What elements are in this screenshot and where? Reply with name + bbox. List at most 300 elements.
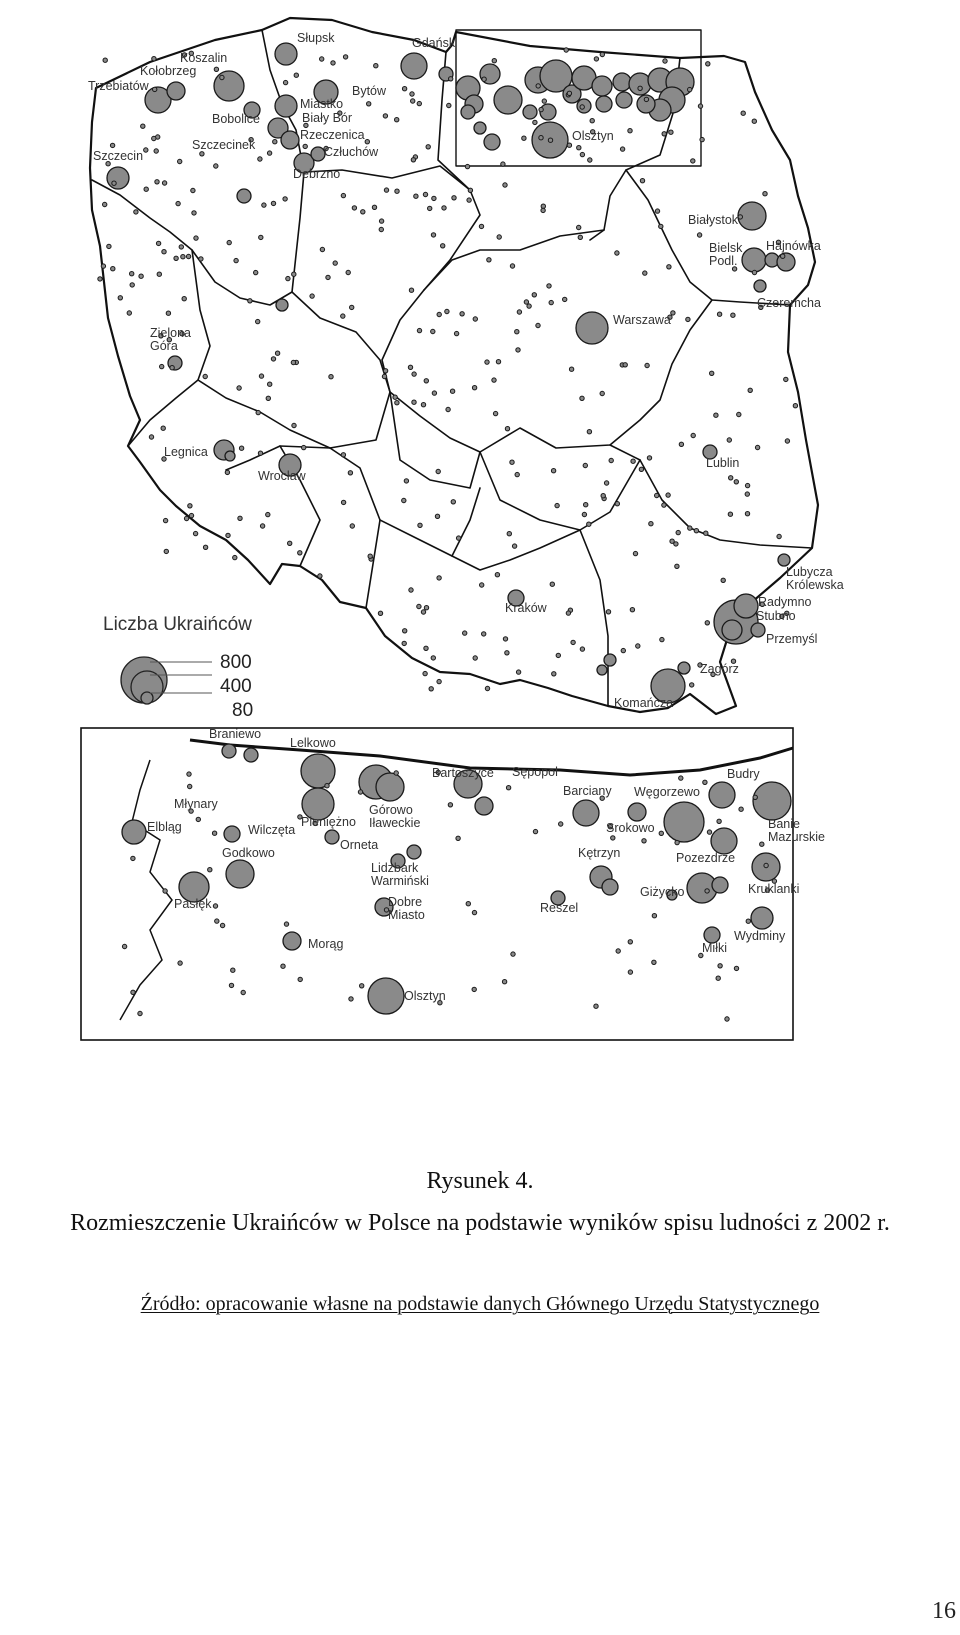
population-circle-11 — [311, 147, 325, 161]
population-circle-58 — [678, 662, 690, 674]
border-maz-south — [424, 230, 604, 290]
dot-240 — [748, 388, 752, 392]
dot-147 — [503, 637, 507, 641]
population-circle-4 — [275, 95, 297, 117]
inset-dot-49 — [208, 868, 212, 872]
dot-143 — [156, 241, 160, 245]
dot-75 — [410, 92, 414, 96]
dot-148 — [107, 244, 111, 248]
population-circle-36 — [523, 105, 537, 119]
dot-345 — [256, 319, 260, 323]
dot-18 — [432, 196, 436, 200]
dot-154 — [181, 255, 185, 259]
dot-349 — [437, 576, 441, 580]
dot-122 — [493, 411, 497, 415]
dot-162 — [166, 311, 170, 315]
dot-157 — [473, 656, 477, 660]
dot-86 — [320, 57, 324, 61]
dot-208 — [600, 52, 604, 56]
dot-295 — [697, 233, 701, 237]
dot-77 — [563, 297, 567, 301]
dot-357 — [144, 187, 148, 191]
dot-224 — [587, 430, 591, 434]
dot-64 — [409, 288, 413, 292]
population-circle-47 — [276, 299, 288, 311]
map-label-kraków: Kraków — [505, 601, 547, 615]
map-label-koszalin: Koszalin — [180, 51, 228, 65]
dot-16 — [203, 545, 207, 549]
dot-87 — [784, 377, 788, 381]
dot-252 — [283, 80, 287, 84]
dot-211 — [512, 544, 516, 548]
dot-329 — [234, 258, 238, 262]
border-malopolska — [452, 530, 608, 706]
dot-194 — [549, 300, 553, 304]
dot-184 — [745, 492, 749, 496]
dot-334 — [465, 164, 469, 168]
inset-label-węgorzewo: Węgorzewo — [634, 785, 700, 799]
inset-circle-21 — [664, 802, 704, 842]
map-label-olsztyn: Olsztyn — [572, 129, 614, 143]
population-circle-55 — [722, 620, 742, 640]
dot-223 — [694, 529, 698, 533]
inset-label-sępopol: Sępopol — [512, 765, 558, 779]
inset-dot-8 — [746, 919, 750, 923]
dot-163 — [318, 574, 322, 578]
dot-303 — [431, 656, 435, 660]
inset-dot-17 — [652, 960, 656, 964]
dot-57 — [383, 114, 387, 118]
dot-328 — [254, 270, 258, 274]
dot-152 — [584, 503, 588, 507]
dot-276 — [214, 164, 218, 168]
dot-337 — [192, 211, 196, 215]
map-label-hajnówka: Hajnówka — [766, 239, 821, 253]
dot-304 — [621, 648, 625, 652]
inset-dot-2 — [559, 822, 563, 826]
dot-234 — [161, 426, 165, 430]
map-label-gdańsk: Gdańsk — [412, 36, 456, 50]
page-number: 16 — [932, 1598, 956, 1624]
dot-193 — [266, 512, 270, 516]
inset-label-orneta: Orneta — [340, 838, 379, 852]
dot-359 — [101, 264, 105, 268]
dot-83 — [567, 143, 571, 147]
dot-332 — [273, 140, 277, 144]
dot-320 — [411, 158, 415, 162]
dot-294 — [501, 162, 505, 166]
dot-241 — [271, 357, 275, 361]
dot-139 — [503, 183, 507, 187]
map-label-szczecinek: Szczecinek — [192, 138, 256, 152]
map-label-komańcza: Komańcza — [614, 696, 674, 710]
inset-dot-69 — [241, 990, 245, 994]
inset-dot-41 — [718, 964, 722, 968]
inset-label-górowo-iławeckie: Górowo Iławeckie — [369, 803, 421, 830]
dot-222 — [676, 530, 680, 534]
dot-166 — [350, 524, 354, 528]
dot-287 — [303, 144, 307, 148]
dot-34 — [631, 459, 635, 463]
dot-49 — [480, 583, 484, 587]
inset-circle-18 — [368, 978, 404, 1014]
map-label-wrocław: Wrocław — [258, 469, 306, 483]
inset-label-pozezdrze: Pozezdrze — [676, 851, 736, 865]
dot-66 — [473, 317, 477, 321]
inset-dot-54 — [360, 984, 364, 988]
dot-43 — [738, 215, 742, 219]
inset-label-kruklanki: Kruklanki — [748, 882, 800, 896]
dot-331 — [393, 395, 397, 399]
inset-label-srokowo: Srokowo — [606, 821, 655, 835]
dot-333 — [436, 469, 440, 473]
population-circle-40 — [461, 105, 475, 119]
dot-190 — [367, 102, 371, 106]
dot-244 — [233, 555, 237, 559]
dot-31 — [288, 541, 292, 545]
population-circle-25 — [613, 73, 631, 91]
inset-label-budry: Budry — [727, 767, 760, 781]
border-pom-kuj — [304, 166, 480, 290]
dot-317 — [361, 210, 365, 214]
inset-dot-62 — [675, 840, 679, 844]
dot-59 — [418, 523, 422, 527]
dot-70 — [731, 313, 735, 317]
dot-17 — [346, 270, 350, 274]
dot-101 — [384, 188, 388, 192]
dot-123 — [182, 297, 186, 301]
dot-106 — [341, 193, 345, 197]
population-circle-32 — [616, 92, 632, 108]
dot-81 — [130, 283, 134, 287]
inset-label-miłki: Miłki — [702, 941, 727, 955]
inset-label-lidzbark-warmiński: Lidzbark Warmiński — [371, 861, 429, 888]
population-circle-26 — [629, 73, 651, 95]
inset-dot-63 — [131, 856, 135, 860]
dot-29 — [283, 197, 287, 201]
inset-dot-31 — [659, 831, 663, 835]
inset-label-bartoszyce: Bartoszyce — [432, 766, 494, 780]
map-label-zagórz: Zagórz — [700, 662, 739, 676]
dot-338 — [590, 119, 594, 123]
dot-8 — [577, 146, 581, 150]
map-label-lublin: Lublin — [706, 456, 740, 470]
dot-67 — [569, 367, 573, 371]
dot-236 — [149, 435, 153, 439]
inset-circle-9 — [122, 820, 146, 844]
dot-27 — [409, 588, 413, 592]
dot-99 — [421, 403, 425, 407]
dot-268 — [379, 219, 383, 223]
dot-203 — [275, 351, 279, 355]
inset-dot-11 — [281, 964, 285, 968]
population-circle-19 — [494, 86, 522, 114]
dot-275 — [402, 641, 406, 645]
dot-117 — [662, 503, 666, 507]
dot-351 — [705, 621, 709, 625]
map-label-biały-bór: Biały Bór — [302, 111, 353, 125]
dot-12 — [395, 401, 399, 405]
border-wielkopolska — [226, 292, 390, 470]
inset-dot-40 — [131, 990, 135, 994]
dot-170 — [424, 606, 428, 610]
inset-circle-11 — [226, 860, 254, 888]
dot-121 — [333, 261, 337, 265]
dot-262 — [179, 245, 183, 249]
dot-319 — [112, 181, 116, 185]
dot-342 — [721, 578, 725, 582]
dot-200 — [103, 58, 107, 62]
dot-134 — [679, 442, 683, 446]
dot-36 — [326, 275, 330, 279]
dot-104 — [706, 62, 710, 66]
dot-56 — [542, 99, 546, 103]
dot-23 — [127, 311, 131, 315]
dot-343 — [368, 554, 372, 558]
population-circle-9 — [281, 131, 299, 149]
dot-227 — [352, 206, 356, 210]
dot-28 — [417, 328, 421, 332]
dot-14 — [414, 194, 418, 198]
dot-142 — [539, 107, 543, 111]
dot-183 — [310, 294, 314, 298]
dot-323 — [752, 119, 756, 123]
inset-dot-24 — [358, 790, 362, 794]
dot-348 — [343, 55, 347, 59]
dot-212 — [258, 157, 262, 161]
inset-dot-16 — [611, 836, 615, 840]
dot-164 — [424, 379, 428, 383]
dot-259 — [580, 105, 584, 109]
dot-253 — [659, 224, 663, 228]
dot-220 — [495, 573, 499, 577]
population-circle-45 — [754, 280, 766, 292]
dot-2 — [176, 201, 180, 205]
map-label-czeremcha: Czeremcha — [757, 296, 821, 310]
inset-dot-68 — [325, 784, 329, 788]
inset-dot-42 — [212, 831, 216, 835]
dot-247 — [507, 532, 511, 536]
inset-dot-35 — [298, 977, 302, 981]
dot-296 — [600, 391, 604, 395]
population-circle-6 — [167, 82, 185, 100]
map-label-miastko: Miastko — [300, 97, 344, 111]
inset-circle-2 — [244, 748, 258, 762]
dot-191 — [467, 198, 471, 202]
inset-circle-29 — [712, 877, 728, 893]
dot-202 — [533, 120, 537, 124]
dot-354 — [424, 646, 428, 650]
inset-dot-5 — [472, 987, 476, 991]
dot-229 — [200, 152, 204, 156]
population-circle-56 — [751, 623, 765, 637]
dot-281 — [552, 672, 556, 676]
dot-292 — [710, 371, 714, 375]
map-label-szczecin: Szczecin — [93, 149, 144, 163]
map-label-człuchów: Człuchów — [324, 145, 379, 159]
map-label-białystok: Białystok — [688, 213, 739, 227]
inset-dot-36 — [652, 914, 656, 918]
dot-235 — [329, 375, 333, 379]
dot-204 — [160, 364, 164, 368]
dot-335 — [556, 653, 560, 657]
dot-111 — [155, 180, 159, 184]
dot-7 — [452, 196, 456, 200]
dot-15 — [487, 258, 491, 262]
inset-circle-27 — [602, 879, 618, 895]
inset-dot-64 — [213, 904, 217, 908]
inset-label-młynary: Młynary — [174, 797, 218, 811]
dot-182 — [763, 192, 767, 196]
inset-circle-15 — [407, 845, 421, 859]
dot-3 — [412, 372, 416, 376]
dot-205 — [601, 494, 605, 498]
dot-159 — [152, 136, 156, 140]
dot-210 — [456, 536, 460, 540]
dot-82 — [429, 687, 433, 691]
dot-172 — [395, 189, 399, 193]
map-label-radymno: Radymno — [758, 595, 812, 609]
dot-207 — [729, 476, 733, 480]
dot-24 — [583, 463, 587, 467]
inset-dot-46 — [628, 940, 632, 944]
legend-value-800: 800 — [220, 652, 252, 673]
inset-dot-19 — [178, 961, 182, 965]
inset-dot-48 — [628, 970, 632, 974]
dot-263 — [403, 629, 407, 633]
dot-114 — [292, 272, 296, 276]
dot-103 — [184, 516, 188, 520]
map-label-warszawa: Warszawa — [613, 313, 671, 327]
population-circle-2 — [275, 43, 297, 65]
dot-173 — [655, 493, 659, 497]
dot-20 — [639, 467, 643, 471]
dot-209 — [186, 254, 190, 258]
dot-261 — [239, 446, 243, 450]
population-circle-44 — [777, 253, 795, 271]
dot-73 — [485, 686, 489, 690]
inset-dot-18 — [725, 1017, 729, 1021]
dot-62 — [153, 87, 157, 91]
figure-title: Rozmieszczenie Ukraińców w Polsce na podstawie wyników spisu ludności z 2002 r. — [70, 1210, 890, 1236]
border-dolnoslaskie — [198, 380, 330, 448]
dot-58 — [437, 312, 441, 316]
dot-130 — [411, 99, 415, 103]
dot-38 — [587, 522, 591, 526]
dot-246 — [348, 471, 352, 475]
dot-84 — [580, 152, 584, 156]
dot-297 — [164, 549, 168, 553]
inset-dot-14 — [616, 949, 620, 953]
inset-circle-17 — [283, 932, 301, 950]
dot-197 — [630, 608, 634, 612]
legend-value-80: 80 — [232, 700, 254, 721]
dot-274 — [510, 460, 514, 464]
inset-label-braniewo: Braniewo — [209, 727, 262, 741]
dot-280 — [163, 518, 167, 522]
dot-352 — [674, 542, 678, 546]
dot-260 — [620, 147, 624, 151]
dot-187 — [505, 427, 509, 431]
dot-78 — [633, 551, 637, 555]
inset-label-reszel: Reszel — [540, 901, 579, 915]
dot-273 — [395, 118, 399, 122]
dot-105 — [479, 224, 483, 228]
dot-339 — [623, 363, 627, 367]
dot-5 — [298, 551, 302, 555]
inset-label-dobre-miasto: Dobre Miasto — [388, 895, 425, 922]
legend-title: Liczba Ukraińców — [103, 614, 252, 635]
dot-284 — [111, 267, 115, 271]
dot-238 — [383, 369, 387, 373]
inset-circle-13 — [325, 830, 339, 844]
dot-289 — [555, 503, 559, 507]
dot-48 — [152, 57, 156, 61]
dot-228 — [267, 151, 271, 155]
dot-269 — [350, 305, 354, 309]
inset-dot-34 — [122, 944, 126, 948]
dot-249 — [378, 611, 382, 615]
map-label-kołobrzeg: Kołobrzeg — [140, 64, 197, 78]
dot-116 — [755, 445, 759, 449]
inset-dot-60 — [506, 786, 510, 790]
inset-dot-32 — [739, 807, 743, 811]
dot-41 — [421, 610, 425, 614]
dot-188 — [341, 453, 345, 457]
dot-55 — [662, 132, 666, 136]
dot-50 — [700, 137, 704, 141]
dot-13 — [577, 225, 581, 229]
dot-25 — [781, 254, 785, 258]
inset-dot-26 — [502, 980, 506, 984]
inset-dot-28 — [163, 889, 167, 893]
dot-90 — [260, 524, 264, 528]
dot-88 — [118, 296, 122, 300]
dot-72 — [660, 637, 664, 641]
dot-113 — [516, 670, 520, 674]
dot-309 — [162, 250, 166, 254]
dot-279 — [666, 493, 670, 497]
dot-198 — [564, 48, 568, 52]
dot-306 — [663, 59, 667, 63]
dot-213 — [578, 235, 582, 239]
inset-label-wilczęta: Wilczęta — [248, 823, 296, 837]
inset-dot-25 — [394, 771, 398, 775]
dot-124 — [688, 526, 692, 530]
dot-178 — [615, 251, 619, 255]
inset-circle-30 — [751, 907, 773, 929]
dot-22 — [417, 101, 421, 105]
inset-label-pieniężno: Pieniężno — [301, 815, 356, 829]
dot-174 — [238, 516, 242, 520]
inset-dot-22 — [472, 910, 476, 914]
legend-value-400: 400 — [220, 676, 252, 697]
population-circle-38 — [484, 134, 500, 150]
dot-40 — [515, 330, 519, 334]
dot-10 — [220, 75, 224, 79]
dot-239 — [548, 138, 552, 142]
dot-76 — [793, 404, 797, 408]
map-label-stubno: Stubno — [756, 609, 796, 623]
population-circle-61 — [597, 665, 607, 675]
dot-308 — [777, 534, 781, 538]
dot-53 — [139, 274, 143, 278]
dot-265 — [643, 271, 647, 275]
dot-165 — [734, 480, 738, 484]
legend — [103, 614, 253, 721]
dot-4 — [517, 310, 521, 314]
inset-label-banie-mazurskie: Banie Mazurskie — [768, 817, 825, 844]
